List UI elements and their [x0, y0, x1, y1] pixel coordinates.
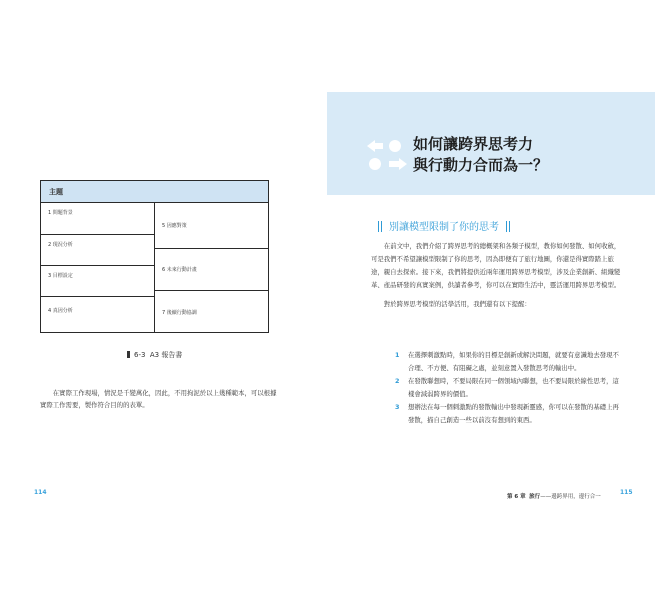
- title-line-2: 與行動力合而為一？: [413, 156, 549, 174]
- footer-chapter-name: 旅行: [529, 494, 541, 500]
- chapter-section-title: [413, 134, 548, 176]
- section-heading: [377, 218, 517, 233]
- tip-number: 2: [395, 377, 400, 385]
- running-footer: [507, 492, 601, 500]
- table-cell-countermeasures: 5 因應對策: [155, 203, 268, 249]
- footer-subtitle: ——邊跨界用，邊行合一: [540, 494, 601, 500]
- section-bar-left: [377, 222, 383, 233]
- right-page: [327, 0, 655, 609]
- right-body-text: [371, 240, 621, 317]
- section-bar-right: [505, 222, 511, 233]
- tips-list: [395, 349, 621, 427]
- caption-label: A3 報告書: [149, 351, 183, 359]
- left-paragraph: 在實際工作現場，情況是千變萬化，因此，不用拘泥於以上幾種範本，可以根據實際工作需要，製作符合目的的表單。: [40, 389, 277, 409]
- table-header: 主題: [41, 181, 268, 203]
- left-page: [0, 0, 327, 609]
- tip-number: 1: [395, 351, 400, 359]
- tip-number: 3: [395, 403, 400, 411]
- right-paragraph-2: 對於跨界思考模型的活學活用，我們還有以下提醒：: [383, 300, 531, 308]
- left-body-text: [40, 387, 278, 411]
- header-band: [327, 92, 655, 195]
- page-number-left: 114: [34, 489, 47, 496]
- section-title: 別讓模型限制了你的思考: [389, 222, 499, 233]
- list-item: [395, 401, 621, 427]
- table-cell-goal-setting: 3 目標設定: [41, 266, 155, 297]
- tip-text: 在選擇刺激點時，如果你的目標是創新或解決問題，就要有意識地去發現不合理、不方便、有阻礙之處，並刻意置入發散思考的輸出中。: [408, 351, 619, 372]
- tip-text: 在發散聯想時，不要局限在同一個領域內聯想，也不要局限於線性思考，這樣會減弱跨界的價值。: [408, 377, 619, 398]
- caption-marker: [127, 351, 130, 358]
- table-cell-follow-up: 7 後續行動協調: [162, 310, 197, 316]
- caption-number: 6-3: [134, 351, 146, 359]
- page-number-right: 115: [620, 489, 633, 496]
- table-cell-root-cause: 4 真因分析: [41, 297, 155, 332]
- arrows-circles-icon: [367, 138, 407, 172]
- list-item: [395, 375, 621, 401]
- list-item: [395, 349, 621, 375]
- right-paragraph-1: 在前文中，我們介紹了跨界思考的總概架和各類子模型，教你如何發散、如何收斂，可是我們不希望讓模型限制了你的思考，因為即便有了旅行地圖，你還是得實際踏上旅途，親自去探索。接下來，我們將提供近兩年運用跨界思考模型，涉及企業創新、組織變革、產品研發的真實案例，供讀者參考，你可以在實際生活中，靈活運用跨界思考模型。: [371, 242, 621, 289]
- table-cell-current-analysis: 2 現況分析: [41, 235, 155, 266]
- tip-text: 想辦法在每一個刺激點的發散輸出中發現新靈感，你可以在發散的基礎上再發散，描自己創造一些以前沒有想到的東西。: [408, 403, 619, 424]
- table-cell-background: 1 問題背景: [41, 203, 155, 235]
- title-line-1: 如何讓跨界思考力: [413, 135, 534, 153]
- a3-report-table: [40, 180, 269, 333]
- table-cell-action-plan: 6 未來行動計畫: [155, 249, 268, 291]
- footer-chapter: 第 6 章: [507, 494, 526, 500]
- figure-caption: [127, 350, 182, 360]
